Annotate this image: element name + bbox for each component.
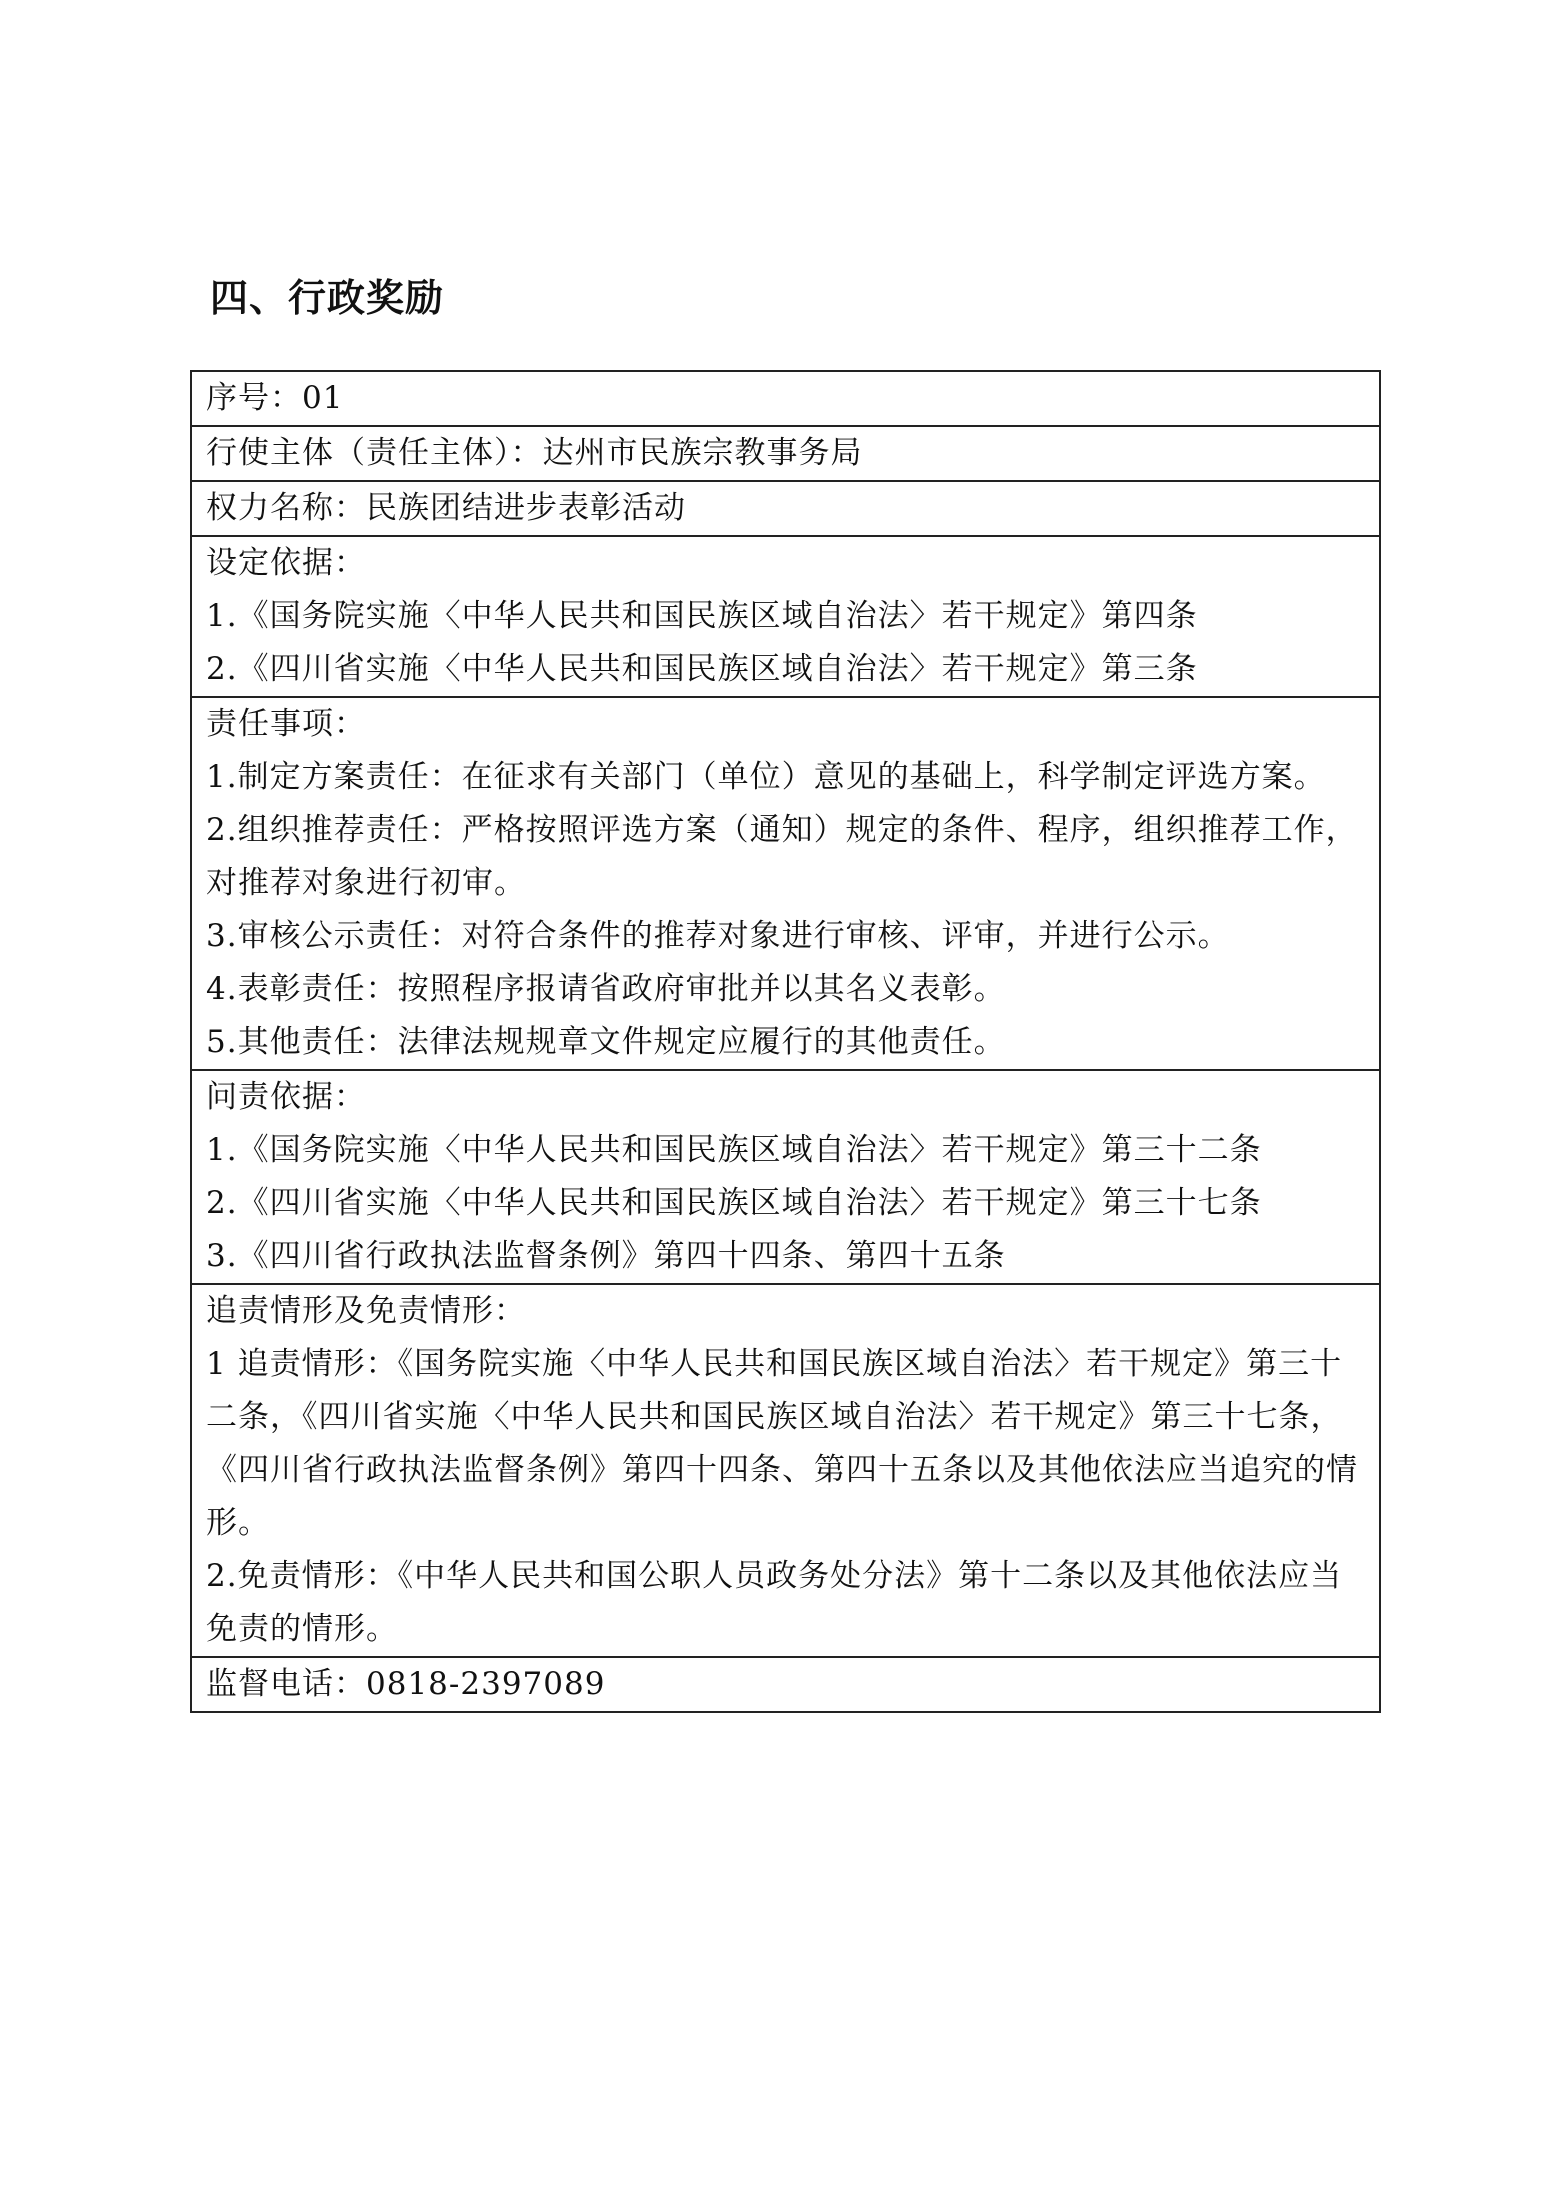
basis-label: 设定依据： (206, 545, 366, 581)
basis-item: 2.《四川省实施〈中华人民共和国民族区域自治法〉若干规定》第三条 (206, 651, 1198, 687)
accountability-label: 问责依据： (206, 1079, 366, 1115)
table-row (191, 1284, 1380, 1657)
accountability-item: 2.《四川省实施〈中华人民共和国民族区域自治法〉若干规定》第三十七条 (206, 1185, 1262, 1221)
basis-item: 1.《国务院实施〈中华人民共和国民族区域自治法〉若干规定》第四条 (206, 598, 1198, 634)
liability-cell (191, 1284, 1380, 1657)
table-row (191, 1657, 1380, 1712)
basis-cell (191, 536, 1380, 697)
accountability-cell (191, 1070, 1380, 1284)
responsibility-item: 5.其他责任：法律法规规章文件规定应履行的其他责任。 (206, 1024, 1006, 1060)
power-table (190, 370, 1381, 1713)
table-row (191, 481, 1380, 536)
serial-cell: 序号：01 (191, 371, 1380, 426)
table-row (191, 536, 1380, 697)
table-row (191, 1070, 1380, 1284)
accountability-item: 1.《国务院实施〈中华人民共和国民族区域自治法〉若干规定》第三十二条 (206, 1132, 1262, 1168)
liability-label: 追责情形及免责情形： (206, 1293, 526, 1329)
power-name-cell: 权力名称：民族团结进步表彰活动 (191, 481, 1380, 536)
table-row (191, 697, 1380, 1070)
section-title: 四、行政奖励 (210, 276, 445, 320)
accountability-item: 3.《四川省行政执法监督条例》第四十四条、第四十五条 (206, 1238, 1006, 1274)
responsibility-item: 4.表彰责任：按照程序报请省政府审批并以其名义表彰。 (206, 971, 1006, 1007)
responsibilities-label: 责任事项： (206, 706, 366, 742)
liability-item: 1 追责情形：《国务院实施〈中华人民共和国民族区域自治法〉若干规定》第三十二条，《四川省实施〈中华人民共和国民族区域自治法〉若干规定》第三十七条，《四川省行政执法监督条例》第四十四条、第四十五条以及其他依法应当追究的情形。 (206, 1346, 1358, 1541)
table-row (191, 426, 1380, 481)
responsibilities-cell (191, 697, 1380, 1070)
table-row (191, 371, 1380, 426)
responsibility-item: 3.审核公示责任：对符合条件的推荐对象进行审核、评审，并进行公示。 (206, 918, 1230, 954)
responsibility-item: 1.制定方案责任：在征求有关部门（单位）意见的基础上，科学制定评选方案。 (206, 759, 1326, 795)
liability-item: 2.免责情形：《中华人民共和国公职人员政务处分法》第十二条以及其他依法应当免责的情形。 (206, 1558, 1343, 1647)
responsibility-item: 2.组织推荐责任：严格按照评选方案（通知）规定的条件、程序，组织推荐工作，对推荐对象进行初审。 (206, 812, 1358, 901)
subject-cell: 行使主体（责任主体）：达州市民族宗教事务局 (191, 426, 1380, 481)
hotline-cell: 监督电话：0818-2397089 (191, 1657, 1380, 1712)
